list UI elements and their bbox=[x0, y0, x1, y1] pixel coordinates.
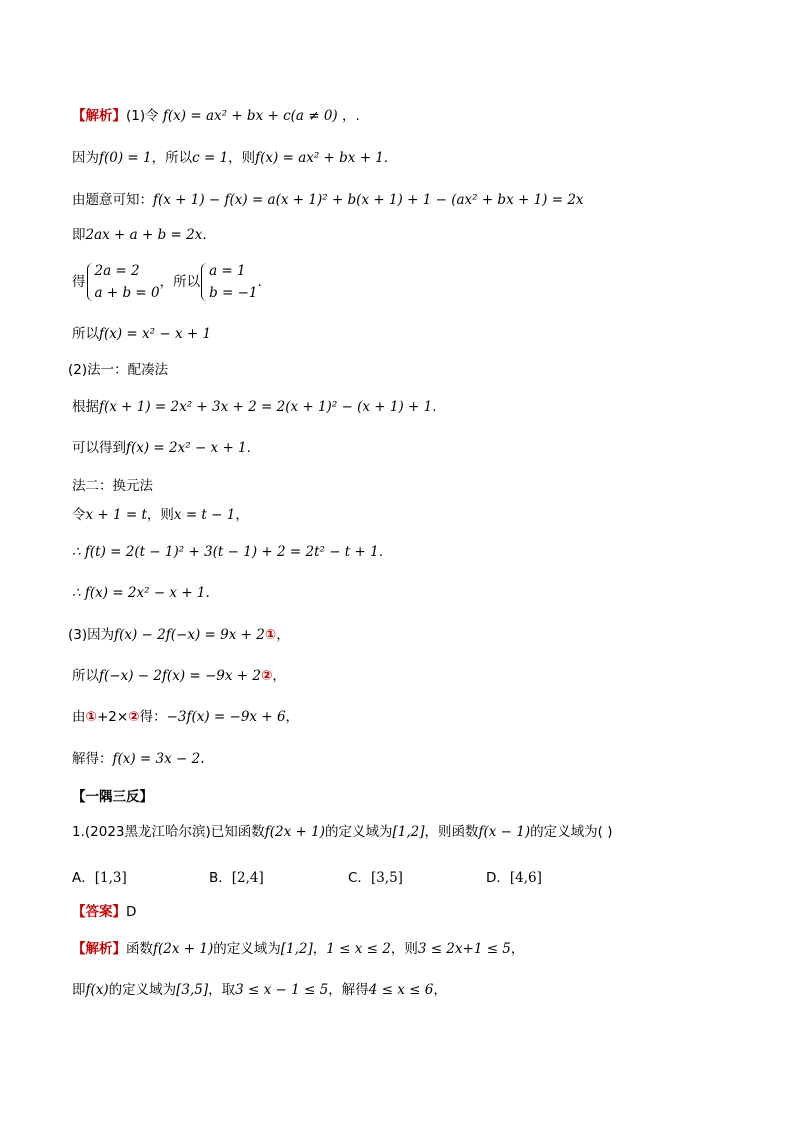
text-fragment: [1,2] bbox=[280, 941, 313, 957]
text-fragment: f(x) − 2f(−x) = 9x + 2 bbox=[114, 627, 265, 643]
text-fragment: f(x) = ax² + bx + 1 bbox=[255, 150, 384, 166]
solution-1-line-2 bbox=[72, 148, 388, 168]
choice-a[interactable] bbox=[72, 866, 127, 886]
math-expr: f(x) = ax² + bx + c(a ≠ 0) bbox=[162, 108, 338, 124]
text-fragment: 根据 bbox=[72, 399, 99, 415]
text-fragment: 函数 bbox=[126, 941, 153, 957]
text-fragment: [3,5] bbox=[176, 982, 209, 998]
text-fragment: ， bbox=[312, 941, 327, 957]
answer-value: D bbox=[126, 904, 137, 920]
text-fragment: c = 1 bbox=[192, 150, 229, 166]
text-fragment: 由题意可知： bbox=[72, 192, 153, 208]
text-fragment: 由 bbox=[72, 709, 86, 725]
jiexi-label-2 bbox=[72, 941, 126, 957]
text-fragment: (1)令 bbox=[126, 108, 159, 124]
text-fragment: x + 1 = t bbox=[85, 507, 147, 523]
text-fragment: ， bbox=[276, 627, 290, 643]
explanation-line-1 bbox=[72, 939, 524, 959]
text-fragment: ，所以 bbox=[159, 274, 201, 290]
text-fragment: a + b = 0 bbox=[94, 285, 160, 301]
solution-2-method-2 bbox=[72, 476, 153, 496]
choice-d[interactable] bbox=[486, 866, 542, 886]
text-fragment: 2ax + a + b = 2x. bbox=[85, 227, 207, 243]
text-fragment: 4 ≤ x ≤ 6 bbox=[368, 982, 434, 998]
text-fragment: f(x − 1) bbox=[478, 824, 531, 840]
text-fragment: ， bbox=[235, 507, 249, 523]
text-fragment: . bbox=[246, 440, 251, 456]
text-fragment: ， bbox=[433, 982, 447, 998]
question-1 bbox=[72, 822, 612, 842]
text-fragment: ，取 bbox=[208, 982, 236, 998]
text-fragment: 解得： bbox=[72, 751, 113, 767]
jiexi-label bbox=[72, 108, 126, 124]
text-fragment: 可以得到 bbox=[72, 440, 126, 456]
solution-3-line-1 bbox=[68, 625, 290, 645]
text-fragment: x = t − 1 bbox=[173, 507, 236, 523]
text-fragment: ∴ f(t) = 2(t − 1)² + 3(t − 1) + 2 = 2t² − t + 1 bbox=[72, 544, 379, 560]
text-fragment: . bbox=[378, 544, 383, 560]
text-fragment: +2× bbox=[96, 709, 129, 725]
text-fragment: 的定义域为( ) bbox=[530, 824, 613, 840]
text-fragment: ，解得 bbox=[328, 982, 369, 998]
choice-c[interactable] bbox=[348, 866, 403, 886]
text-fragment: 【解析】 bbox=[72, 108, 126, 124]
text-fragment: ∴ f(x) = 2x² − x + 1. bbox=[72, 585, 210, 601]
text-fragment: 【答案】 bbox=[72, 904, 126, 920]
text-fragment: ② bbox=[128, 709, 140, 725]
text-fragment: ， bbox=[285, 709, 300, 725]
text-fragment: ，所以 bbox=[151, 150, 193, 166]
text-fragment: f(2x + 1) bbox=[153, 941, 214, 957]
text-fragment: f(−x) − 2f(x) = −9x + 2 bbox=[99, 668, 261, 684]
circled-two: ② bbox=[260, 668, 273, 684]
text-fragment: f(x + 1) − f(x) = a(x + 1)² + b(x + 1) + 1 − (ax² + bx + 1) = 2x bbox=[153, 192, 584, 208]
text-fragment: A． bbox=[72, 870, 95, 886]
text-fragment: 令 bbox=[72, 507, 86, 523]
text-fragment: ， bbox=[510, 941, 525, 957]
equation-system-1 bbox=[86, 260, 160, 304]
text-fragment: [1,3] bbox=[94, 870, 127, 886]
text-fragment: 1.(2023黑龙江哈尔滨)已知函数 bbox=[72, 824, 265, 840]
text-fragment: f(2x + 1) bbox=[264, 824, 325, 840]
text-fragment: b = −1 bbox=[209, 285, 258, 301]
text-fragment: ① bbox=[85, 709, 97, 725]
text-fragment: 1 ≤ x ≤ 2 bbox=[326, 941, 391, 957]
text-fragment: −3f(x) = −9x + 6 bbox=[166, 709, 286, 725]
text-fragment: 【解析】 bbox=[72, 941, 126, 957]
text-fragment: . bbox=[432, 399, 437, 415]
text-fragment: [1,2] bbox=[392, 824, 425, 840]
text-fragment: ，则 bbox=[146, 507, 174, 523]
text-fragment: ，则 bbox=[390, 941, 418, 957]
text-fragment: 得： bbox=[139, 709, 167, 725]
text-fragment: . bbox=[383, 150, 389, 166]
text-fragment: [3,5] bbox=[370, 870, 403, 886]
solution-2-line-2 bbox=[72, 397, 437, 417]
text-fragment: . bbox=[257, 274, 262, 290]
text-fragment: D． bbox=[486, 870, 510, 886]
text-fragment: 的定义域为 bbox=[108, 982, 177, 998]
text-fragment: ，则函数 bbox=[424, 824, 479, 840]
text-fragment: 【一隅三反】 bbox=[72, 789, 153, 805]
text-fragment: 法二：换元法 bbox=[72, 478, 153, 494]
text-fragment: [4,6] bbox=[509, 870, 542, 886]
text-fragment: (2)法一：配凑法 bbox=[68, 362, 169, 378]
solution-3-line-4 bbox=[72, 749, 205, 769]
text-fragment: f(x) = x² − x + 1 bbox=[99, 326, 212, 342]
text-fragment: a = 1 bbox=[209, 263, 246, 279]
solution-3-line-3 bbox=[72, 707, 299, 727]
text-fragment: f(0) = 1 bbox=[99, 150, 152, 166]
text-fragment: 即 bbox=[72, 982, 86, 998]
solution-1-line-4 bbox=[72, 225, 207, 245]
circled-one: ① bbox=[264, 627, 277, 643]
explanation-line-2 bbox=[72, 980, 447, 1000]
solution-1-line-5 bbox=[72, 260, 262, 304]
text-fragment: 的定义域为 bbox=[213, 941, 281, 957]
choice-b[interactable] bbox=[209, 866, 264, 886]
text-fragment: ， bbox=[272, 668, 286, 684]
text-fragment: 的定义域为 bbox=[325, 824, 393, 840]
text-fragment: 3 ≤ x − 1 ≤ 5 bbox=[235, 982, 329, 998]
answer-line bbox=[72, 902, 136, 922]
text-fragment: ，则 bbox=[228, 150, 256, 166]
answer-label bbox=[72, 904, 126, 920]
text-fragment: 得 bbox=[72, 274, 86, 290]
text-fragment: f(x) = 3x − 2. bbox=[112, 751, 205, 767]
text-fragment: 所以 bbox=[72, 326, 99, 342]
text-fragment: (3)因为 bbox=[68, 627, 115, 643]
solution-1-line-6 bbox=[72, 324, 211, 344]
solution-2-heading bbox=[68, 360, 168, 380]
solution-3-line-2 bbox=[72, 666, 286, 686]
solution-2-line-3 bbox=[72, 438, 251, 458]
text-fragment: [2,4] bbox=[231, 870, 264, 886]
solution-2-line-5 bbox=[72, 505, 249, 525]
text-fragment: 2a = 2 bbox=[94, 263, 140, 279]
solution-2-line-6 bbox=[72, 542, 383, 562]
solution-2-line-7 bbox=[72, 583, 210, 603]
solution-1-line-3 bbox=[72, 190, 584, 210]
equation-system-2 bbox=[200, 260, 257, 304]
text-fragment: 3 ≤ 2x+1 ≤ 5 bbox=[417, 941, 511, 957]
text-fragment: ，. bbox=[342, 108, 360, 124]
text-fragment: f(x) = 2x² − x + 1 bbox=[126, 440, 247, 456]
text-fragment: B． bbox=[209, 870, 232, 886]
yiju-sanfan-heading bbox=[72, 787, 153, 807]
text-fragment: 因为 bbox=[72, 150, 99, 166]
text-fragment: f(x + 1) = 2x² + 3x + 2 = 2(x + 1)² − (x + 1) + 1 bbox=[99, 399, 433, 415]
text-fragment: 所以 bbox=[72, 668, 99, 684]
text-fragment: f(x) bbox=[85, 982, 109, 998]
solution-1-line-1 bbox=[72, 106, 360, 126]
text-fragment: 即 bbox=[72, 227, 86, 243]
text-fragment: C． bbox=[348, 870, 371, 886]
